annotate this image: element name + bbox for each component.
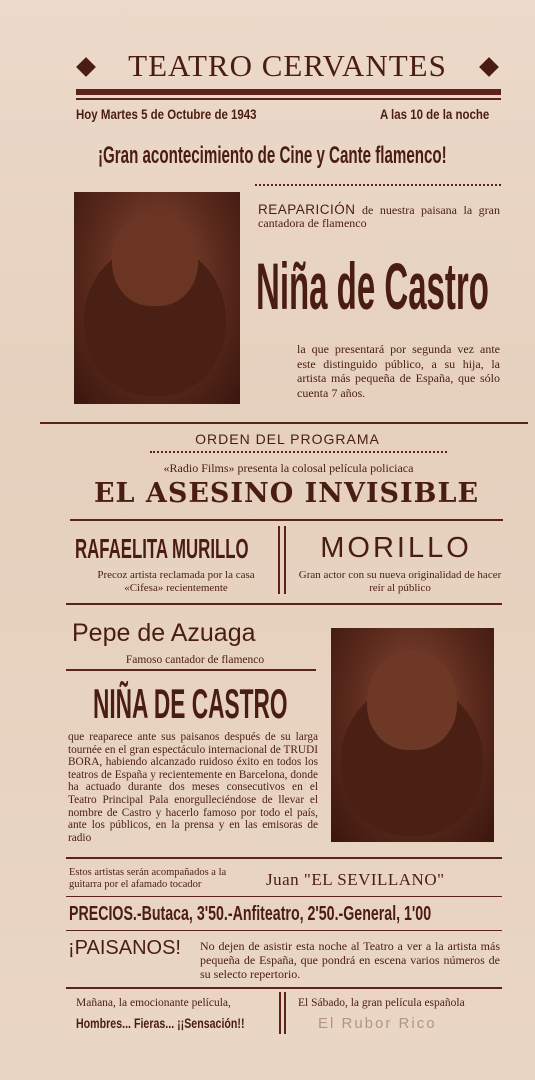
column-divider — [284, 526, 286, 594]
singer2-portrait-photo — [331, 628, 494, 842]
portrait-photo-icon — [367, 650, 457, 750]
pepe-subtitle: Famoso cantador de flamenco — [125, 654, 265, 666]
footer-right-intro: El Sábado, la gran película española — [298, 997, 465, 1009]
header-rule-thick — [76, 89, 501, 95]
footer-left-intro: Mañana, la emocionante película, — [76, 997, 231, 1009]
date-line: Hoy Martes 5 de Octubre de 1943 — [76, 106, 257, 122]
footer-divider — [284, 992, 286, 1034]
pepe-name: Pepe de Azuaga — [72, 619, 256, 647]
column-divider — [278, 526, 280, 594]
section-rule — [66, 930, 502, 931]
footer-right-title: El Rubor Rico — [318, 1015, 437, 1032]
theater-title: TEATRO CERVANTES — [128, 48, 447, 83]
feature1-intro-text: de nuestra paisana la gran cantadora de flamenco — [258, 203, 500, 230]
feature2-description: que reaparece ante sus paisanos después de su larga tournée en el gran espectáculo internacional de TRUDI BORA, habiendo alcanzado ruidoso éxito en todos los teatros de España y recientemente en Barcelona, donde ha actuado durante dos meses consecutivos en el Teatro Principal Pala enorgulleciéndose de llevar el nombre de Castro y hacerlo famoso por todo el país, ante los públicos, en la prensa y en las emisoras de radio — [68, 731, 318, 844]
time-line: A las 10 de la noche — [380, 106, 490, 122]
artist-left-desc: Precoz artista reclamada por la casa «Cifesa» recientemente — [97, 569, 255, 594]
prices-line: PRECIOS.-Butaca, 3'50.-Anfiteatro, 2'50.-General, 1'00 — [69, 903, 432, 925]
accompaniment-text: Estos artistas serán acompañados a la guitarra por el afamado tocador — [69, 867, 227, 890]
singer-name: Niña de Castro — [256, 249, 489, 323]
divider — [255, 184, 501, 186]
program-intro: «Radio Films» presenta la colosal película policiaca — [163, 461, 414, 475]
diamond-left-icon — [76, 57, 96, 77]
film-title: EL ASESINO INVISIBLE — [93, 478, 480, 509]
footer-divider — [279, 992, 281, 1034]
section-rule — [66, 857, 502, 859]
nina-name: NIÑA DE CASTRO — [93, 680, 288, 727]
headline: ¡Gran acontecimiento de Cine y Cante flamenco! — [98, 142, 447, 169]
artist-left-name: RAFAELITA MURILLO — [75, 533, 249, 564]
paisanos-heading: ¡PAISANOS! — [68, 937, 181, 959]
section-rule — [66, 987, 502, 989]
reaparicion-label: REAPARICIÓN — [258, 202, 356, 217]
section-rule — [66, 896, 502, 897]
feature1-intro — [258, 203, 500, 230]
diamond-right-icon — [479, 57, 499, 77]
artist-right-name: MORILLO — [320, 532, 472, 564]
feature2-rule — [66, 669, 316, 671]
singer-portrait-photo — [74, 192, 240, 404]
program-rule — [70, 519, 503, 521]
footer-left-title: Hombres... Fieras... ¡¡Sensación!! — [76, 1015, 245, 1031]
program-heading: ORDEN DEL PROGRAMA — [195, 431, 380, 447]
paisanos-text: No dejen de asistir esta noche al Teatro a ver a la artista más pequeña de España, que pondrá en escena varios números de su selecto repertorio. — [200, 939, 500, 981]
header-rule-thin — [76, 98, 501, 100]
section-rule — [40, 422, 528, 424]
divider — [150, 451, 447, 453]
guitarist-name: Juan "EL SEVILLANO" — [266, 870, 445, 889]
portrait-photo-icon — [112, 210, 198, 306]
artist-right-desc: Gran actor con su nueva originalidad de hacer reír al público — [298, 569, 502, 594]
feature1-description: la que presentará por segunda vez ante este distinguido público, a su hija, la artista más pequeña de España, que sólo cuenta 7 años. — [297, 342, 500, 400]
section-rule — [66, 603, 502, 605]
